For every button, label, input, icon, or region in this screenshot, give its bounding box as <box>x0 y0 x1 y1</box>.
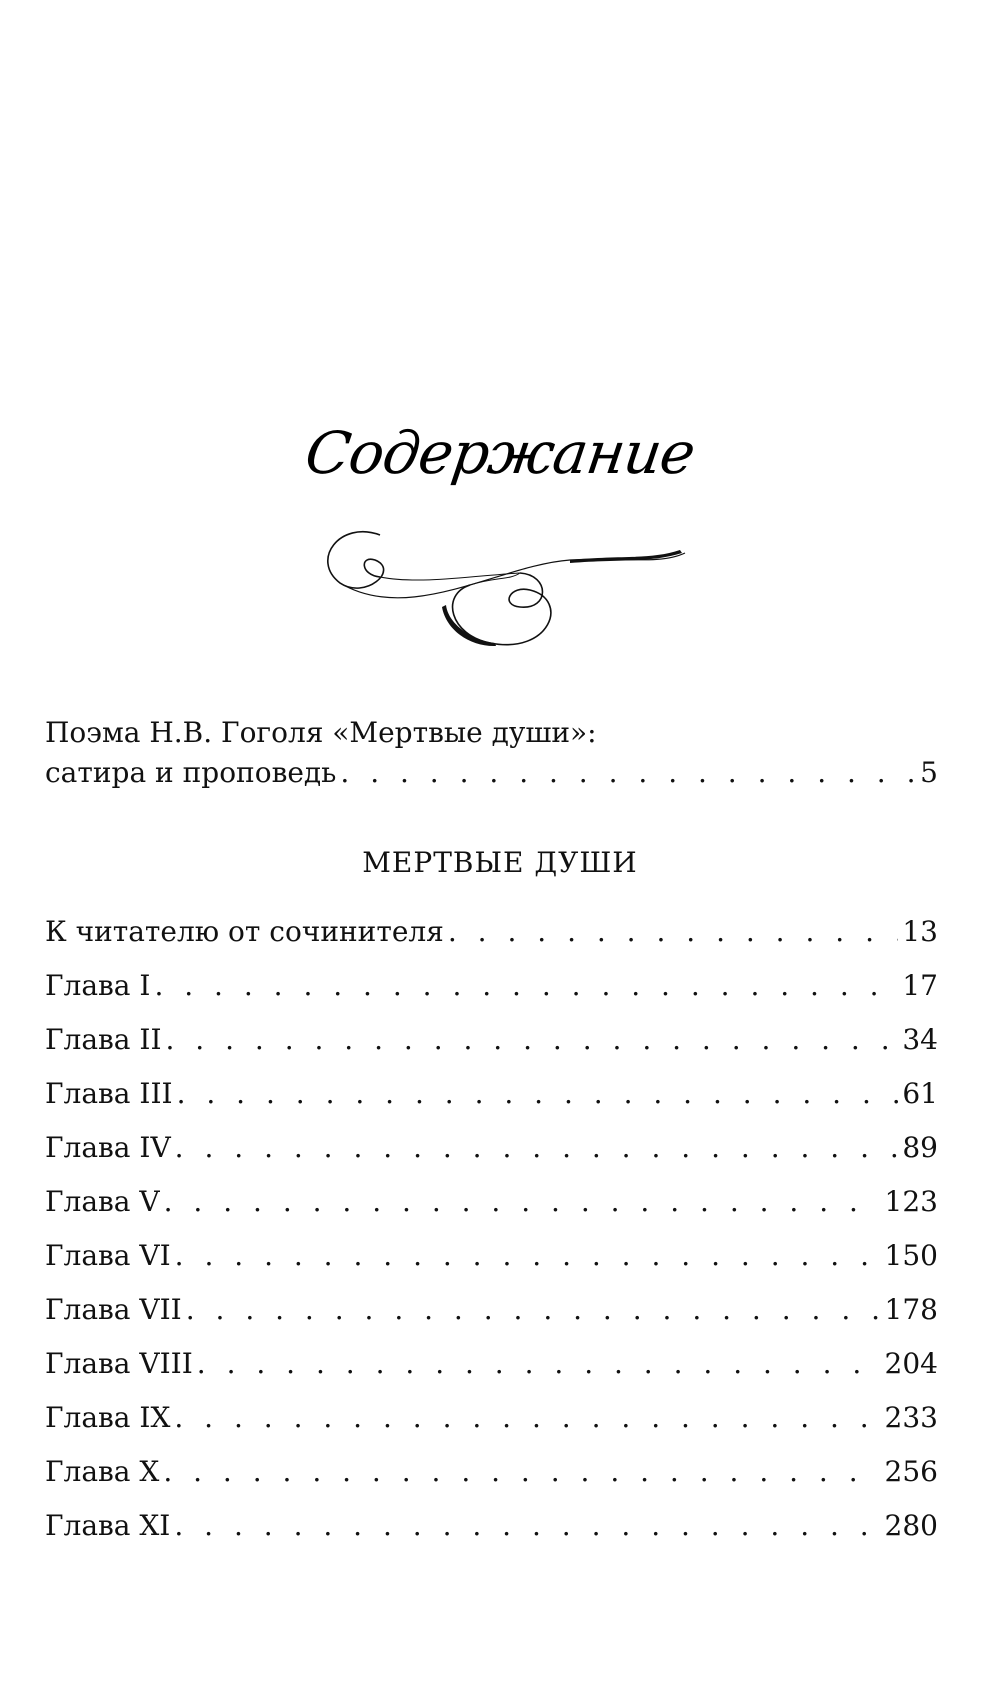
toc-entry-page: 89 <box>902 1131 938 1164</box>
page-title: Содержание <box>301 419 699 487</box>
toc-entry-row <box>45 753 938 793</box>
toc-entry[interactable] <box>45 1121 938 1175</box>
toc-entry-label: Глава III <box>45 1077 173 1110</box>
toc-entry-page: 256 <box>884 1455 938 1488</box>
toc-entry-page: 150 <box>884 1239 938 1272</box>
toc-entry-label: Глава IX <box>45 1401 171 1434</box>
toc-entry[interactable] <box>45 959 938 1013</box>
dot-leader <box>163 1445 880 1499</box>
toc-entry-page: 280 <box>884 1509 938 1542</box>
dot-leader <box>448 905 899 959</box>
toc-chapter-list <box>45 905 938 1553</box>
dot-leader <box>177 1067 899 1121</box>
toc-entry[interactable] <box>45 905 938 959</box>
toc-entry[interactable] <box>45 1499 938 1553</box>
toc-entry-page: 233 <box>884 1401 938 1434</box>
toc-entry-label: сатира и проповедь <box>45 756 337 789</box>
dot-leader <box>340 753 916 793</box>
dot-leader <box>154 959 898 1013</box>
dot-leader <box>166 1013 899 1067</box>
dot-leader <box>186 1283 881 1337</box>
toc-intro-line1: Поэма Н.В. Гоголя «Мертвые души»: <box>45 716 597 749</box>
dot-leader <box>174 1499 880 1553</box>
toc-entry[interactable] <box>45 1229 938 1283</box>
toc-entry[interactable] <box>45 1283 938 1337</box>
dot-leader <box>164 1175 881 1229</box>
toc-entry-label: Глава IV <box>45 1131 171 1164</box>
toc-entry-label: Глава II <box>45 1023 162 1056</box>
toc-entry-label: Глава VI <box>45 1239 171 1272</box>
toc-entry-label: Глава V <box>45 1185 160 1218</box>
toc-entry-page: 5 <box>920 756 938 789</box>
toc-entry-page: 13 <box>902 915 938 948</box>
toc-entry[interactable] <box>45 1391 938 1445</box>
dot-leader <box>175 1229 881 1283</box>
toc-entry-page: 204 <box>884 1347 938 1380</box>
toc-entry[interactable] <box>45 1445 938 1499</box>
decorative-flourish-icon <box>320 515 690 660</box>
dot-leader <box>174 1391 880 1445</box>
toc-entry[interactable] <box>45 1337 938 1391</box>
toc-entry-label: Глава VIII <box>45 1347 193 1380</box>
toc-entry-page: 61 <box>902 1077 938 1110</box>
toc-entry[interactable] <box>45 1067 938 1121</box>
toc-entry[interactable] <box>45 1013 938 1067</box>
toc-entry-label: Глава X <box>45 1455 160 1488</box>
toc-entry-label: Глава I <box>45 969 151 1002</box>
toc-entry-label: К читателю от сочинителя <box>45 915 444 948</box>
toc-intro-entry[interactable] <box>45 713 938 793</box>
dot-leader <box>175 1121 899 1175</box>
toc-entry-page: 17 <box>902 969 938 1002</box>
toc-entry-page: 178 <box>884 1293 938 1326</box>
section-heading: МЕРТВЫЕ ДУШИ <box>362 846 638 879</box>
toc-entry[interactable] <box>45 1175 938 1229</box>
toc-entry-page: 123 <box>884 1185 938 1218</box>
dot-leader <box>197 1337 881 1391</box>
toc-entry-label: Глава VII <box>45 1293 182 1326</box>
toc-entry-page: 34 <box>902 1023 938 1056</box>
toc-entry-label: Глава XI <box>45 1509 171 1542</box>
